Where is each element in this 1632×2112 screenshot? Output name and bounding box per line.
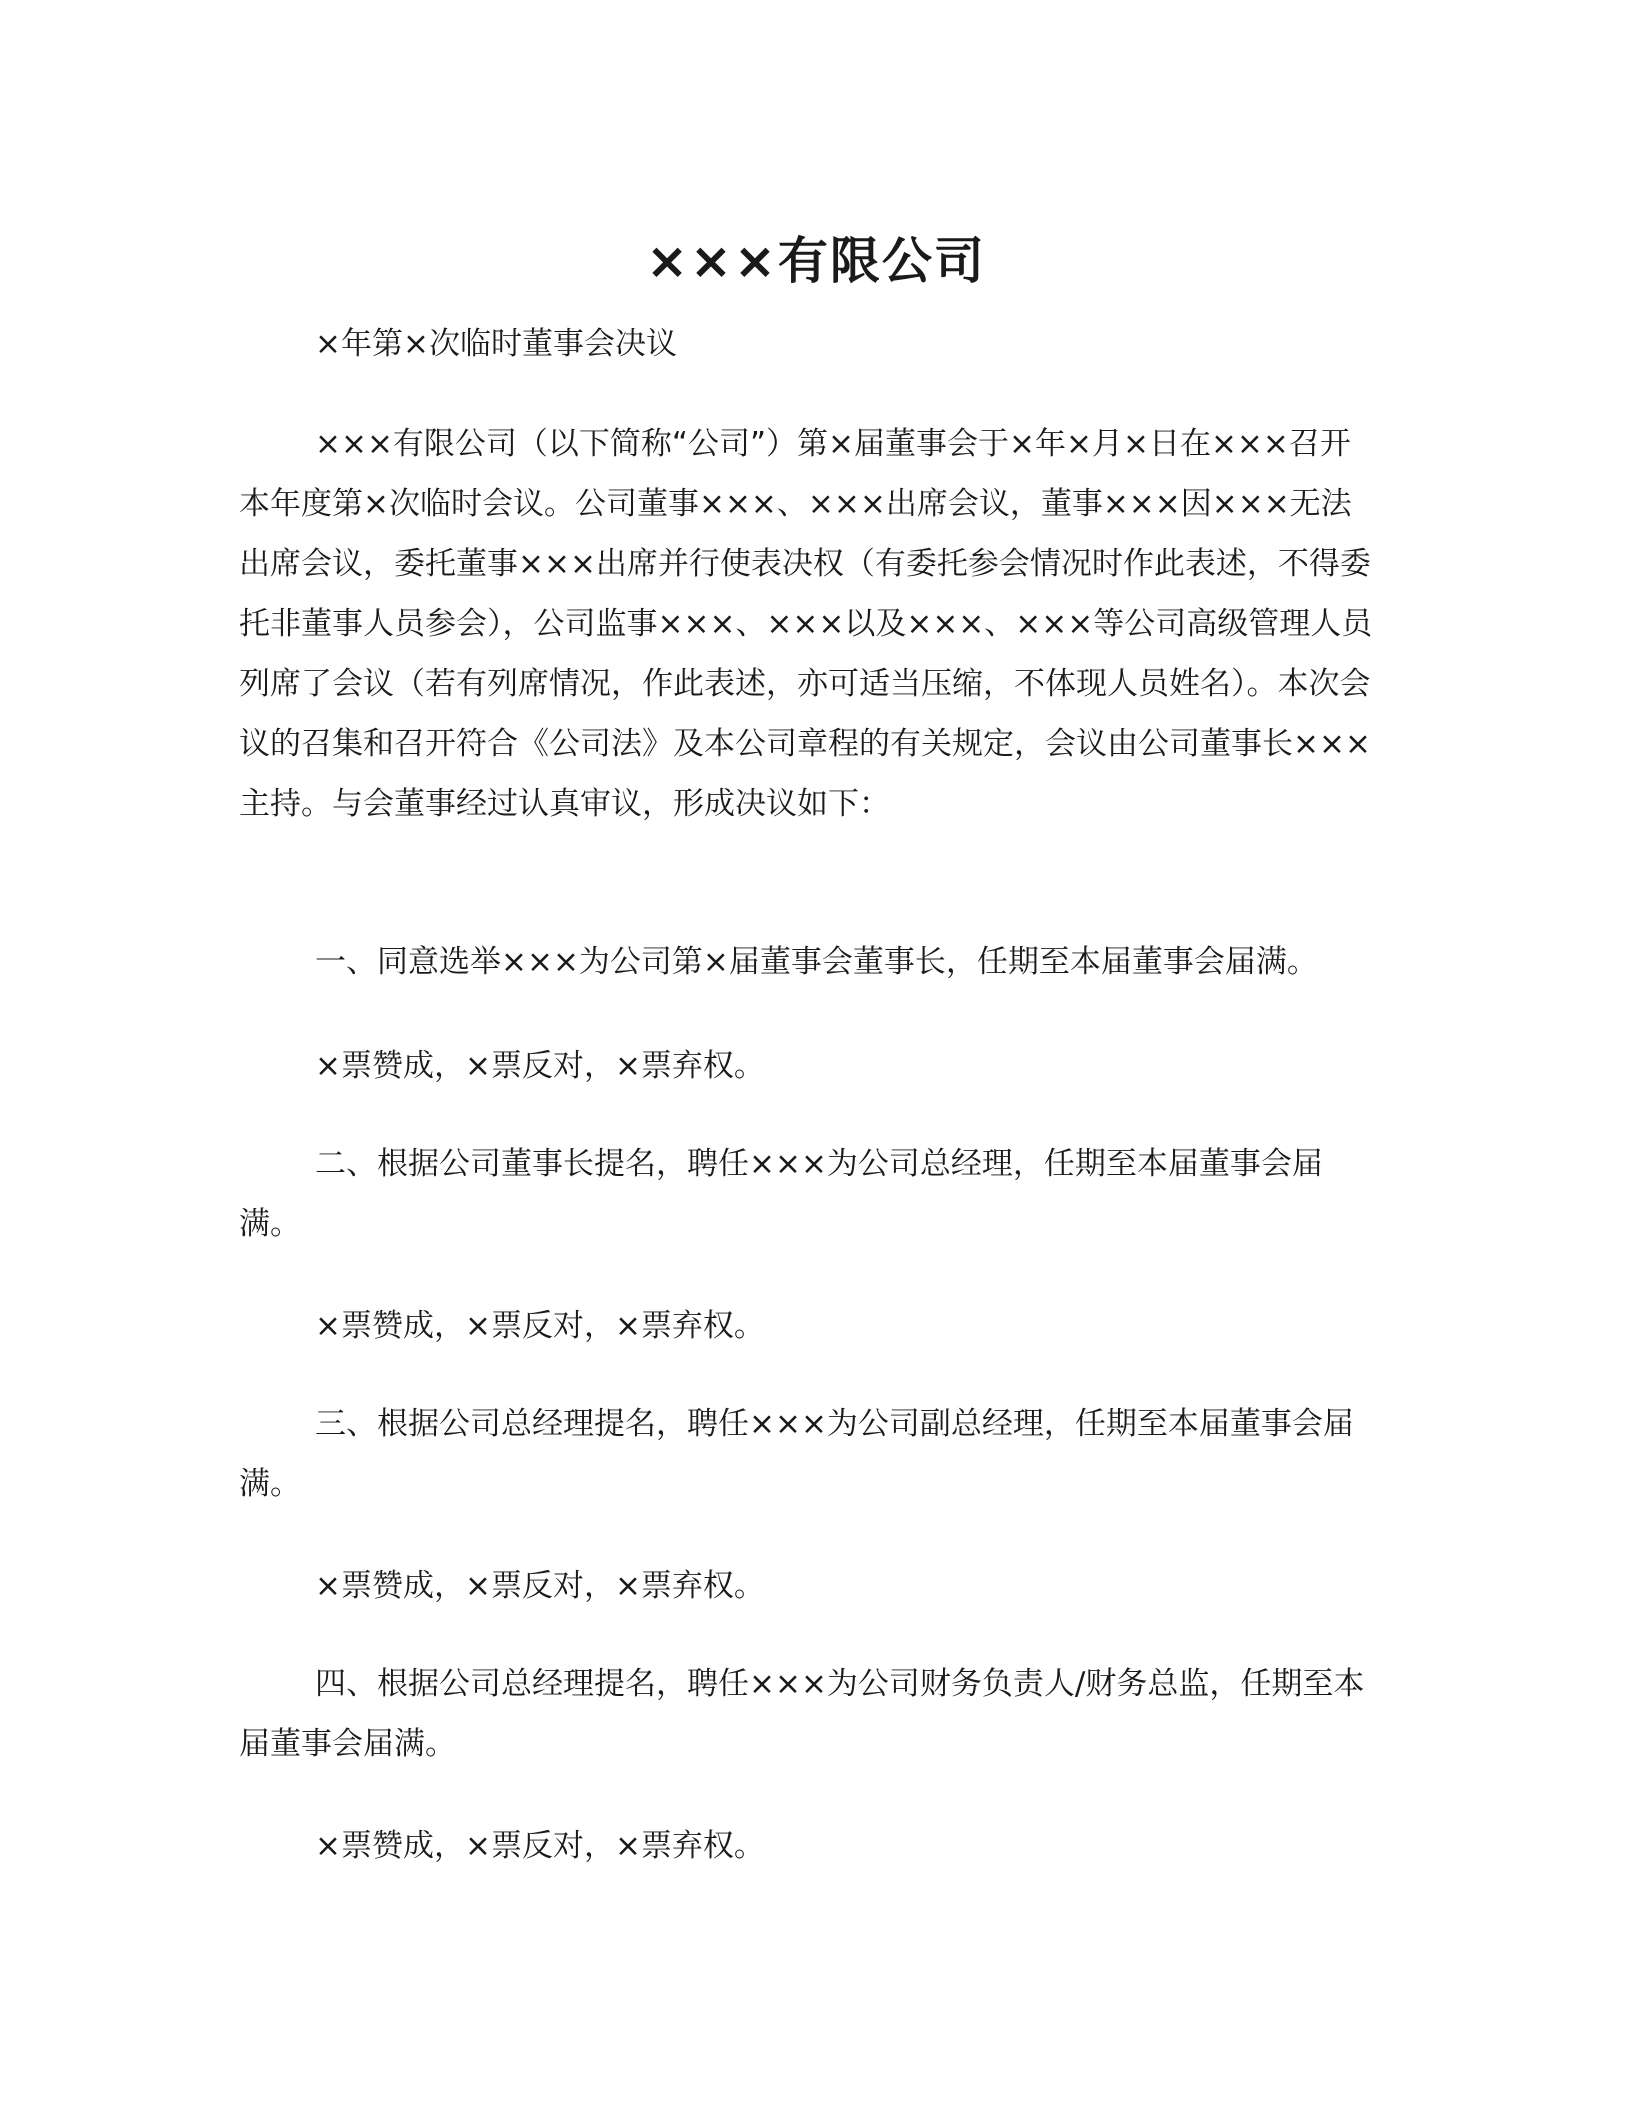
vote-result-3: ×票赞成，×票反对，×票弃权。: [315, 1568, 765, 1604]
document-title: ×××有限公司: [646, 231, 986, 290]
vote-result-1: ×票赞成，×票反对，×票弃权。: [315, 1048, 765, 1084]
resolution-subtitle: ×年第×次临时董事会决议: [315, 326, 677, 362]
resolution-item-4: 四、根据公司总经理提名，聘任×××为公司财务负责人/财务总监，任期至本届董事会届满。: [239, 1666, 1365, 1762]
vote-result-2: ×票赞成，×票反对，×票弃权。: [315, 1308, 765, 1344]
vote-result-4: ×票赞成，×票反对，×票弃权。: [315, 1828, 765, 1864]
resolution-item-3: 三、根据公司总经理提名，聘任×××为公司副总经理，任期至本届董事会届满。: [239, 1406, 1354, 1502]
resolution-item-2: 二、根据公司董事长提名，聘任×××为公司总经理，任期至本届董事会届满。: [239, 1146, 1323, 1242]
resolution-item-1: 一、同意选举×××为公司第×届董事会董事长，任期至本届董事会届满。: [315, 944, 1318, 980]
intro-paragraph: ×××有限公司（以下简称“公司”）第×届董事会于×年×月×日在×××召开本年度第×次临时会议。公司董事×××、×××出席会议，董事×××因×××无法出席会议，委托董事×××出席并行使表决权（有委托参会情况时作此表述，不得委托非董事人员参会），公司监事×××、×××以及×××、×××等公司高级管理人员列席了会议（若有列席情况，作此表述，亦可适当压缩，不体现人员姓名）。本次会议的召集和召开符合《公司法》及本公司章程的有关规定，会议由公司董事长×××主持。与会董事经过认真审议，形成决议如下：: [239, 426, 1373, 822]
